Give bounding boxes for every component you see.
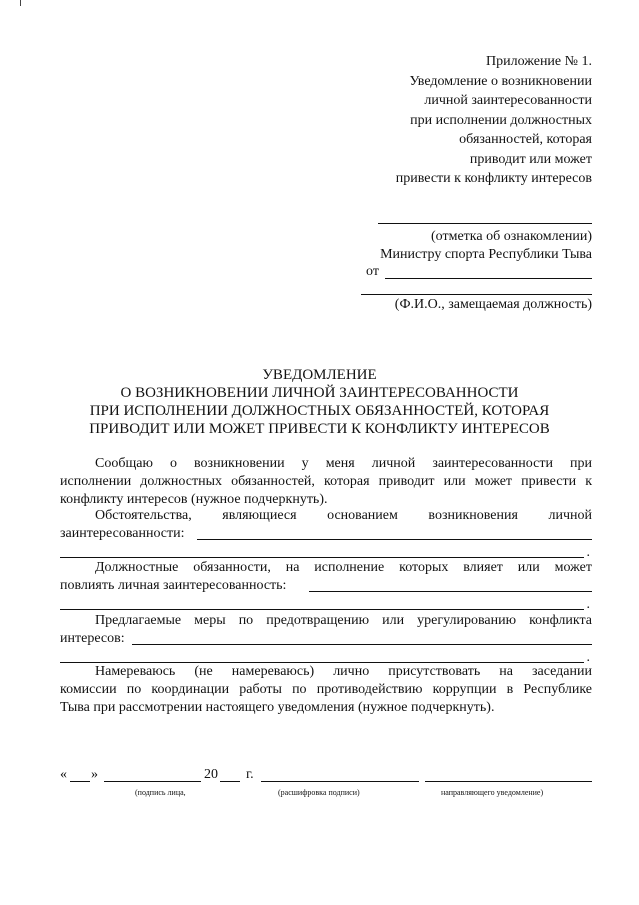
addressee-ministry: Министру спорта Республики Тыва xyxy=(380,247,592,262)
appendix-number: Приложение № 1. xyxy=(486,54,592,69)
day-blank-line[interactable] xyxy=(70,781,90,782)
appendix-line: приводит или может xyxy=(469,151,592,167)
paragraph-measures xyxy=(60,612,592,666)
paragraph-line: Обстоятельства, являющиеся основанием возникновения личной xyxy=(95,508,592,523)
appendix-line: при исполнении должностных xyxy=(410,112,592,128)
signature-block xyxy=(60,767,592,807)
paragraph-line: комиссии по координации работы по противодействию коррупции в Республике xyxy=(60,682,592,697)
circumstances-field-row xyxy=(60,525,592,543)
scan-mark xyxy=(20,0,21,6)
fio-blank-line[interactable] xyxy=(361,294,592,295)
measures-field-row xyxy=(60,630,592,648)
circumstances-blank-line[interactable] xyxy=(197,539,592,540)
title-line: О ВОЗНИКНОВЕНИИ ЛИЧНОЙ ЗАИНТЕРЕСОВАННОСТИ xyxy=(120,385,519,401)
paragraph-line: исполнении должностных обязанностей, которая приводит или может привести к xyxy=(60,474,592,489)
signature-blank-line[interactable] xyxy=(261,781,419,782)
duties-field-row xyxy=(60,577,592,595)
caption-sender: направляющего уведомление) xyxy=(441,788,544,797)
date-open-quote: « xyxy=(60,767,67,782)
appendix-line: Уведомление о возникновении xyxy=(409,73,592,89)
paragraph-line: заинтересованности: xyxy=(60,526,185,541)
month-blank-line[interactable] xyxy=(104,781,201,782)
paragraph-line: повлиять личная заинтересованность: xyxy=(60,578,287,593)
appendix-line: привести к конфликту интересов xyxy=(395,171,592,186)
appendix-line: обязанностей, которая xyxy=(459,132,592,147)
paragraph-notice xyxy=(60,455,592,509)
appendix-header xyxy=(396,52,592,189)
paragraph-line: Тыва при рассмотрении настоящего уведомления (нужное подчеркнуть). xyxy=(60,700,495,715)
caption-signature: (подпись лица, xyxy=(135,788,186,797)
paragraph-line: Намереваюсь (не намереваюсь) лично присутствовать на заседании xyxy=(95,664,592,679)
line-period: . xyxy=(586,650,590,665)
line-period: . xyxy=(586,545,590,560)
acknowledgement-blank-line[interactable] xyxy=(378,223,592,224)
caption-decode: (расшифровка подписи) xyxy=(278,788,360,797)
decode-blank-line[interactable] xyxy=(425,781,592,782)
line-period: . xyxy=(586,597,590,612)
acknowledgement-label: (отметка об ознакомлении) xyxy=(431,229,592,244)
paragraph-line: Сообщаю о возникновении у меня личной заинтересованности при xyxy=(95,456,592,471)
from-blank-line[interactable] xyxy=(385,278,592,279)
appendix-line: личной заинтересованности xyxy=(424,93,592,108)
duties-blank-row xyxy=(60,595,592,613)
date-close-quote: » xyxy=(91,767,98,782)
from-label: от xyxy=(366,264,379,279)
paragraph-attendance xyxy=(60,663,592,717)
circumstances-blank-line[interactable] xyxy=(60,557,584,558)
measures-blank-line[interactable] xyxy=(132,644,592,645)
paragraph-line: Должностные обязанности, на исполнение которых влияет или может xyxy=(95,560,592,575)
title-line: ПРИВОДИТ ИЛИ МОЖЕТ ПРИВЕСТИ К КОНФЛИКТУ ИНТЕРЕСОВ xyxy=(89,421,550,437)
title-line: УВЕДОМЛЕНИЕ xyxy=(262,367,377,383)
from-row xyxy=(366,264,592,284)
duties-blank-line[interactable] xyxy=(60,609,584,610)
title-line: ПРИ ИСПОЛНЕНИИ ДОЛЖНОСТНЫХ ОБЯЗАННОСТЕЙ, КОТОРАЯ xyxy=(89,403,550,419)
paragraph-circumstances xyxy=(60,507,592,561)
year-suffix: г. xyxy=(246,767,254,782)
document-title xyxy=(40,366,599,438)
year-blank-line[interactable] xyxy=(220,781,240,782)
paragraph-line: интересов: xyxy=(60,631,125,646)
paragraph-line: конфликту интересов (нужное подчеркнуть). xyxy=(60,492,328,507)
paragraph-line: Предлагаемые меры по предотвращению или урегулированию конфликта xyxy=(95,613,592,628)
year-prefix: 20 xyxy=(204,767,218,782)
duties-blank-line[interactable] xyxy=(309,591,592,592)
fio-label: (Ф.И.О., замещаемая должность) xyxy=(394,297,592,312)
paragraph-duties xyxy=(60,559,592,613)
